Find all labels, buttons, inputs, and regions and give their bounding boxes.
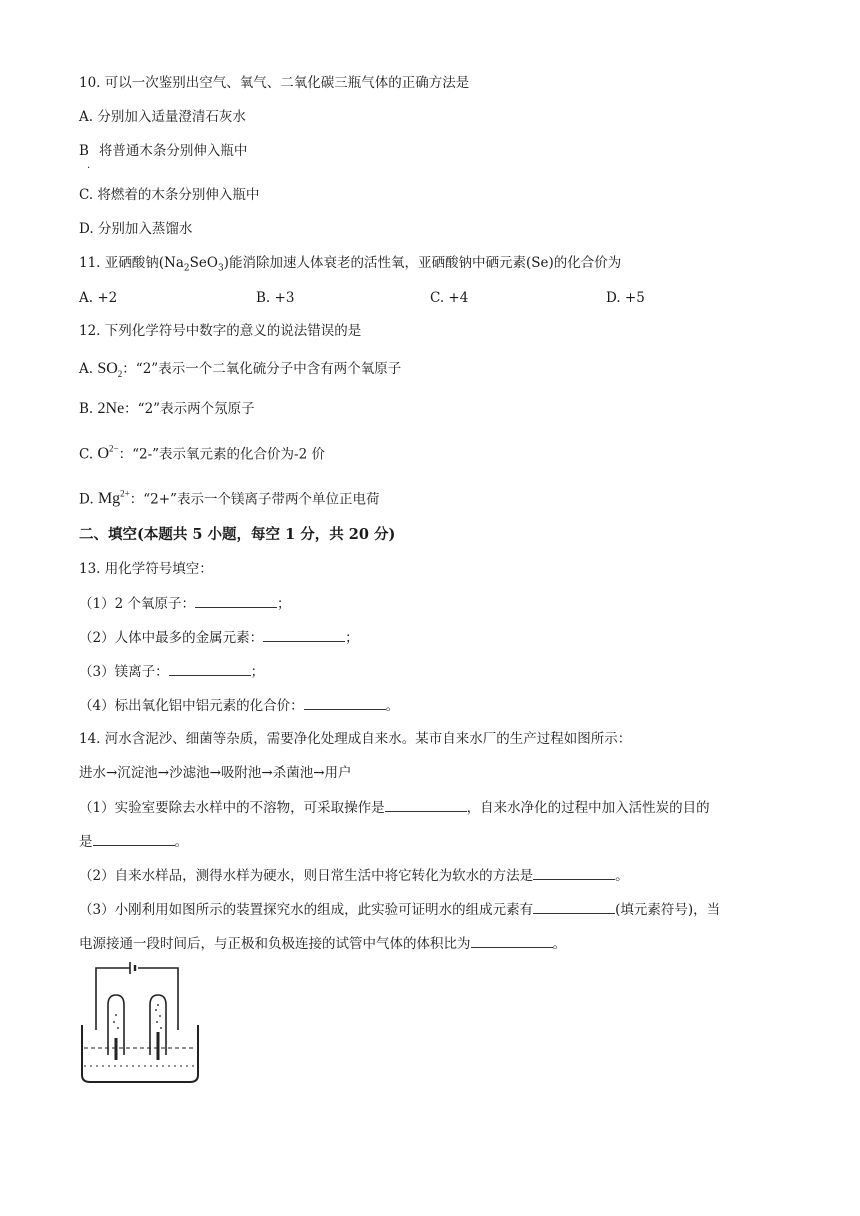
q13-item-4 <box>79 696 399 715</box>
q11-option-c: C. +4 <box>430 290 469 306</box>
q12-option-b-text: ：“2”表示两个氖原子 <box>124 401 255 417</box>
q12-d-sup: 2+ <box>120 489 130 499</box>
wire-left <box>96 968 130 1030</box>
q11-option-a: A. +2 <box>79 290 118 306</box>
q12-a-sub: 2 <box>117 369 123 380</box>
q14-part-2 <box>79 866 629 885</box>
stray-dot: · <box>87 163 91 174</box>
q12-d-sym: Mg <box>97 490 121 508</box>
q12-stem: 12. 下列化学符号中数字的意义的说法错误的是 <box>79 323 362 339</box>
q13-item-1-text: （1）2 个氧原子： <box>79 596 195 612</box>
q14-p1-line2-pre: 是 <box>79 834 93 850</box>
wire-right <box>138 968 178 1030</box>
q12-c-sup: 2− <box>109 444 119 454</box>
q13-item-3-punct: ； <box>250 664 265 680</box>
answer-blank[interactable] <box>471 934 553 948</box>
q11-stem <box>79 254 621 278</box>
q14-part-3 <box>79 900 720 919</box>
answer-blank[interactable] <box>533 866 615 880</box>
q13-item-2 <box>79 628 359 647</box>
q14-process-flow: 进水→沉淀池→沙滤池→吸附池→杀菌池→用户 <box>79 765 352 781</box>
q13-stem: 13. 用化学符号填空： <box>79 561 213 577</box>
q11-stem-mid: SeO <box>189 255 218 271</box>
q14-p3-mid: (填元素符号)，当 <box>615 902 721 918</box>
q12-option-c-letter: C. <box>79 446 94 463</box>
q14-part-3-line-2 <box>79 934 566 953</box>
q14-p3-pre: （3）小刚利用如图所示的装置探究水的组成，此实验可证明水的组成元素有 <box>79 902 534 918</box>
q12-option-d-text: ：“2+”表示一个镁离子带两个单位正电荷 <box>129 491 380 508</box>
q14-part-1-line-2 <box>79 832 188 851</box>
q14-p2-post: 。 <box>615 868 629 884</box>
q11-option-b: B. +3 <box>256 290 295 306</box>
q10-stem: 10. 可以一次鉴别出空气、氧气、二氧化碳三瓶气体的正确方法是 <box>79 75 470 91</box>
q13-item-4-text: （4）标出氧化铝中铝元素的化合价： <box>79 698 304 714</box>
q12-a-sym: SO <box>97 360 118 377</box>
q10-option-a: A. 分别加入适量澄清石灰水 <box>79 109 246 125</box>
q11-stem-sub1: 2 <box>183 263 190 274</box>
answer-blank[interactable] <box>304 696 386 710</box>
answer-blank[interactable] <box>385 798 467 812</box>
q14-p3-line2-post: 。 <box>552 936 566 952</box>
q12-option-d-symbol <box>98 490 130 507</box>
q14-stem: 14. 河水含泥沙、细菌等杂质，需要净化处理成自来水。某市自来水厂的生产过程如图所示： <box>79 731 632 747</box>
q13-item-1 <box>79 594 290 613</box>
q14-part-1 <box>79 798 710 817</box>
q12-option-d-letter: D. <box>79 491 94 508</box>
answer-blank[interactable] <box>169 662 251 676</box>
q12-option-a-symbol <box>97 360 123 380</box>
q14-p1-mid: ，自来水净化的过程中加入活性炭的目的 <box>466 800 710 816</box>
q10-option-b-letter: B <box>79 143 89 159</box>
q10-option-c: C. 将燃着的木条分别伸入瓶中 <box>79 187 260 203</box>
answer-blank[interactable] <box>195 594 277 608</box>
trough <box>82 1025 198 1082</box>
section-2-title: 二、填空(本题共 5 小题，每空 1 分，共 20 分) <box>79 526 396 543</box>
q14-p2-pre: （2）自来水样品，测得水样为硬水，则日常生活中将它转化为软水的方法是 <box>79 868 534 884</box>
q13-item-4-punct: 。 <box>385 698 400 714</box>
q11-stem-post: )能消除加速人体衰老的活性氧，亚硒酸钠中硒元素(Se)的化合价为 <box>223 255 622 271</box>
q12-option-a <box>79 360 401 383</box>
q12-c-sym: O <box>97 445 109 463</box>
q13-item-2-text: （2）人体中最多的金属元素： <box>79 630 264 646</box>
q12-option-b-symbol: 2Ne <box>97 400 125 417</box>
q12-option-d <box>79 485 379 508</box>
answer-blank[interactable] <box>93 832 175 846</box>
q12-option-a-letter: A. <box>79 361 94 377</box>
q12-option-c-text: ：“2-”表示氧元素的化合价为-2 价 <box>118 446 325 463</box>
q14-p3-line2-pre: 电源接通一段时间后，与正极和负极连接的试管中气体的体积比为 <box>79 936 471 952</box>
q10-option-d: D. 分别加入蒸馏水 <box>79 221 193 237</box>
q12-option-c <box>79 440 325 463</box>
q10-option-b-text: 将普通木条分别伸入瓶中 <box>98 143 248 159</box>
answer-blank[interactable] <box>533 900 615 914</box>
q13-item-2-punct: ； <box>345 630 359 646</box>
q13-item-1-punct: ； <box>276 596 291 612</box>
q13-item-3 <box>79 662 264 681</box>
q14-p1-pre: （1）实验室要除去水样中的不溶物，可采取操作是 <box>79 800 385 816</box>
q12-option-a-text: ：“2”表示一个二氧化硫分子中含有两个氧原子 <box>122 361 402 377</box>
q10-option-b <box>79 142 247 160</box>
q12-option-c-symbol <box>97 445 118 462</box>
q11-stem-sub2: 3 <box>217 263 224 274</box>
q11-option-d: D. +5 <box>606 290 645 306</box>
q12-option-b-letter: B. <box>79 401 94 417</box>
electrolysis-apparatus-figure <box>78 960 208 1085</box>
q14-p1-line2-post: 。 <box>174 834 188 850</box>
q13-item-3-text: （3）镁离子： <box>79 664 169 680</box>
q11-stem-pre: 11. 亚硒酸钠(Na <box>79 255 184 271</box>
q12-option-b <box>79 400 255 418</box>
answer-blank[interactable] <box>263 628 345 642</box>
